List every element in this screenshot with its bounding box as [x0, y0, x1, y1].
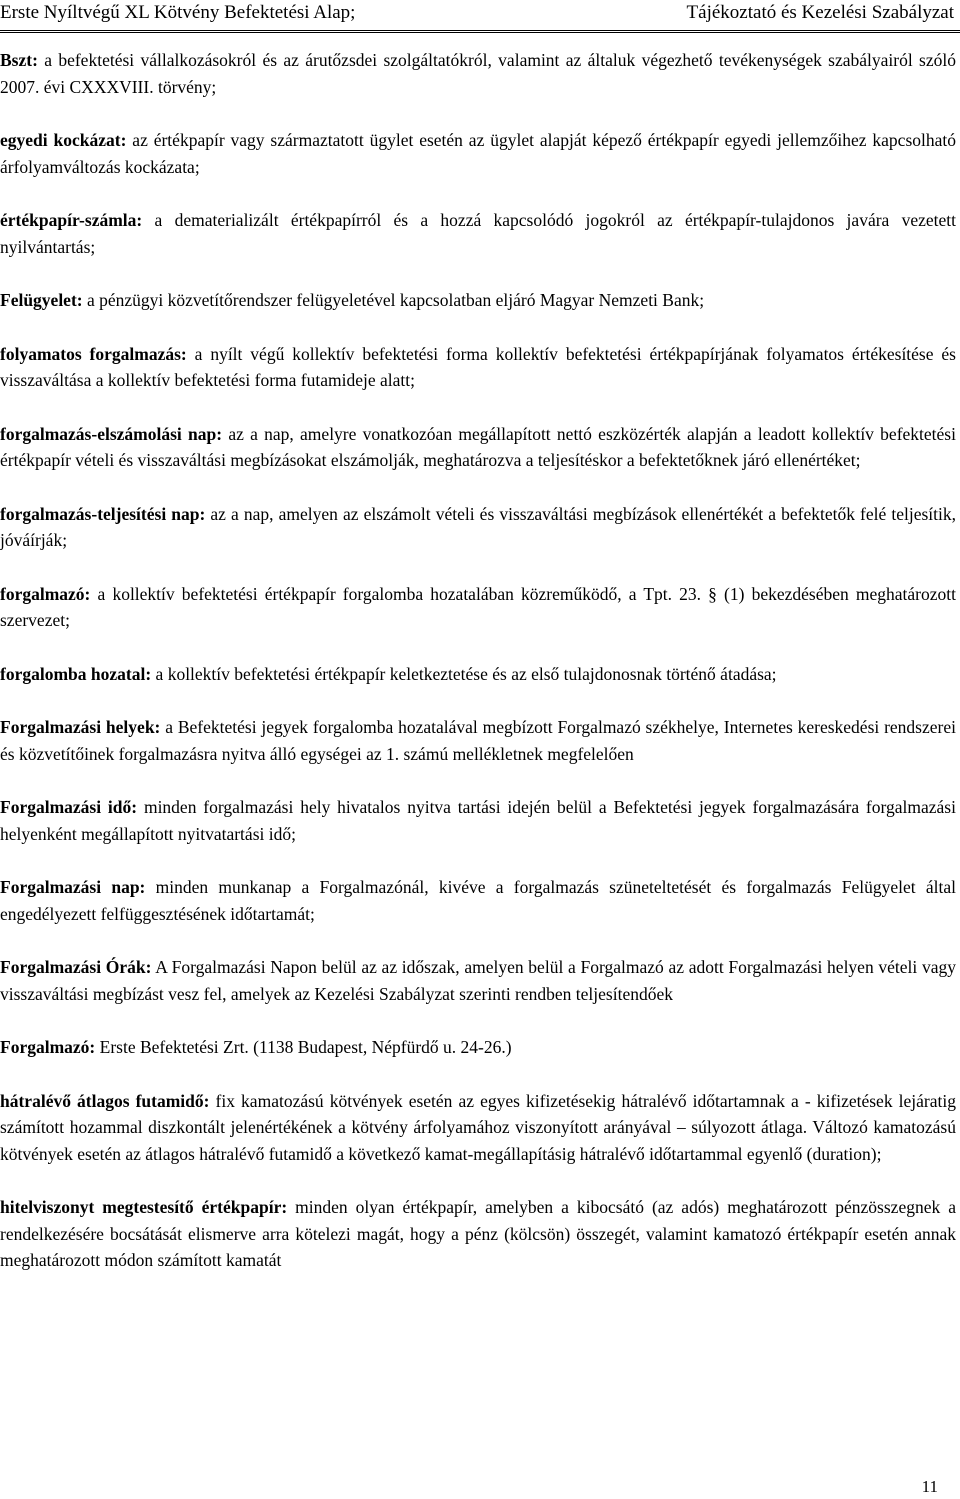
definition-text: minden olyan értékpapír, amelyben a kibocsátó (az adós) meghatározott pénzösszegnek a rendelkezésére bocsátását elismerve arra kötelezi magát, hogy a pénz (kölcsön) összegét, valamint kamatozó értékpapír esetén annak meghatározott módon számított kamatát [0, 1197, 956, 1270]
definition-entry [0, 874, 956, 927]
definition-text: minden forgalmazási hely hivatalos nyitva tartási idején belül a Befektetési jegyek forgalmazására forgalmazási helyenként megállapított nyitvatartási idő; [0, 797, 956, 844]
definition-entry [0, 501, 956, 554]
definition-term: Forgalmazási nap: [0, 877, 146, 897]
definition-term: Bszt: [0, 50, 38, 70]
definition-text: a kollektív befektetési értékpapír keletkeztetése és az első tulajdonosnak történő átadása; [151, 663, 777, 684]
definition-text: A Forgalmazási Napon belül az az időszak, amelyen belül a Forgalmazó az adott Forgalmazási helyen vételi vagy visszaváltási megbízást vesz fel, amelyek az Kezelési Szabályzat szerinti rendben teljesítendőek [0, 957, 956, 1004]
definition-term: Felügyelet: [0, 290, 83, 310]
page-number: 11 [921, 1477, 938, 1496]
definition-entry [0, 1088, 956, 1168]
header-section-title: Tájékoztató és Kezelési Szabályzat [686, 2, 954, 23]
definition-term: forgalomba hozatal: [0, 663, 152, 684]
definition-term: egyedi kockázat: [0, 130, 127, 150]
definition-entry [0, 421, 956, 474]
definition-term: Forgalmazási idő: [0, 797, 138, 817]
definitions-list [0, 47, 956, 1301]
definition-text: az a nap, amelyen az elszámolt vételi és visszaváltási megbízások ellenértékét a befektetők felé teljesítik, jóváírják; [0, 503, 956, 550]
definition-entry [0, 954, 956, 1007]
definition-entry [0, 47, 956, 100]
page-header [0, 0, 960, 30]
header-divider [0, 30, 960, 33]
definition-text: a befektetési vállalkozásokról és az árutőzsdei szolgáltatókról, valamint az általuk végezhető tevékenységek szabályairól szóló 2007. évi CXXXVIII. törvény; [0, 50, 956, 97]
definition-text: a Befektetési jegyek forgalomba hozatalával megbízott Forgalmazó székhelye, Internetes kereskedési rendszerei és közvetítőinek forgalmazásra nyitva álló egységei az 1. számú mellékletnek megfelelően [0, 717, 956, 764]
definition-term: Forgalmazó: [0, 1037, 96, 1057]
definition-term: folyamatos forgalmazás: [0, 343, 187, 364]
definition-text: a nyílt végű kollektív befektetési forma kollektív befektetési értékpapírjának folyamatos értékesítése és visszaváltása a kollektív befektetési forma futamideje alatt; [0, 343, 956, 390]
definition-term: Forgalmazási Órák: [0, 957, 152, 977]
definition-entry [0, 714, 956, 767]
definition-entry [0, 287, 956, 314]
definition-text: az értékpapír vagy származtatott ügylet esetén az ügylet alapját képező értékpapír egyedi jellemzőihez kapcsolható árfolyamváltozás kockázata; [0, 130, 956, 177]
definition-text: az a nap, amelyre vonatkozóan megállapított nettó eszközérték alapján a leadott kollektív befektetési értékpapír vételi és visszaváltási megbízásokat elszámolják, meghatározva a teljesítéskor a befektetőknek járó ellenértéket; [0, 423, 956, 470]
definition-text: fix kamatozású kötvények esetén az egyes kifizetésekig hátralévő időtartamnak a - kifizetések lejáratig számított hozammal diszkontált jelenértékének a kötvény árfolyamához viszonyított arányával – súlyozott átlaga. Változó kamatozású kötvények esetén az átlagos hátralévő futamidő a következő kamat-megállapításig hátralévő időtartammal egyenlő (duration); [0, 1090, 956, 1164]
definition-term: hátralévő átlagos futamidő: [0, 1090, 210, 1111]
definition-entry [0, 1034, 956, 1061]
definition-term: Forgalmazási helyek: [0, 717, 161, 737]
definition-term: forgalmazó: [0, 583, 91, 604]
definition-text: a dematerializált értékpapírról és a hozzá kapcsolódó jogokról az értékpapír-tulajdonos javára vezetett nyilvántartás; [0, 210, 956, 257]
definition-text: Erste Befektetési Zrt. (1138 Budapest, Népfürdő u. 24-26.) [95, 1037, 512, 1057]
definition-entry [0, 207, 956, 260]
definition-term: értékpapír-számla: [0, 210, 143, 230]
definition-term: hitelviszonyt megtestesítő értékpapír: [0, 1197, 288, 1217]
definition-entry [0, 127, 956, 180]
definition-term: forgalmazás-teljesítési nap: [0, 503, 206, 524]
definition-term: forgalmazás-elszámolási nap: [0, 423, 223, 444]
definition-entry [0, 661, 956, 688]
definition-entry [0, 1194, 956, 1274]
definition-entry [0, 341, 956, 394]
definition-text: a kollektív befektetési értékpapír forgalomba hozatalában közreműködő, a Tpt. 23. § (1) bekezdésében meghatározott szervezet; [0, 583, 956, 630]
definition-text: a pénzügyi közvetítőrendszer felügyeletével kapcsolatban eljáró Magyar Nemzeti Bank; [82, 290, 705, 310]
definition-text: minden munkanap a Forgalmazónál, kivéve a forgalmazás szüneteltetését és forgalmazás Felügyelet által engedélyezett felfüggesztésének időtartamát; [0, 877, 956, 924]
definition-entry [0, 794, 956, 847]
header-document-title: Erste Nyíltvégű XL Kötvény Befektetési Alap; [0, 2, 356, 23]
definition-entry [0, 581, 956, 634]
